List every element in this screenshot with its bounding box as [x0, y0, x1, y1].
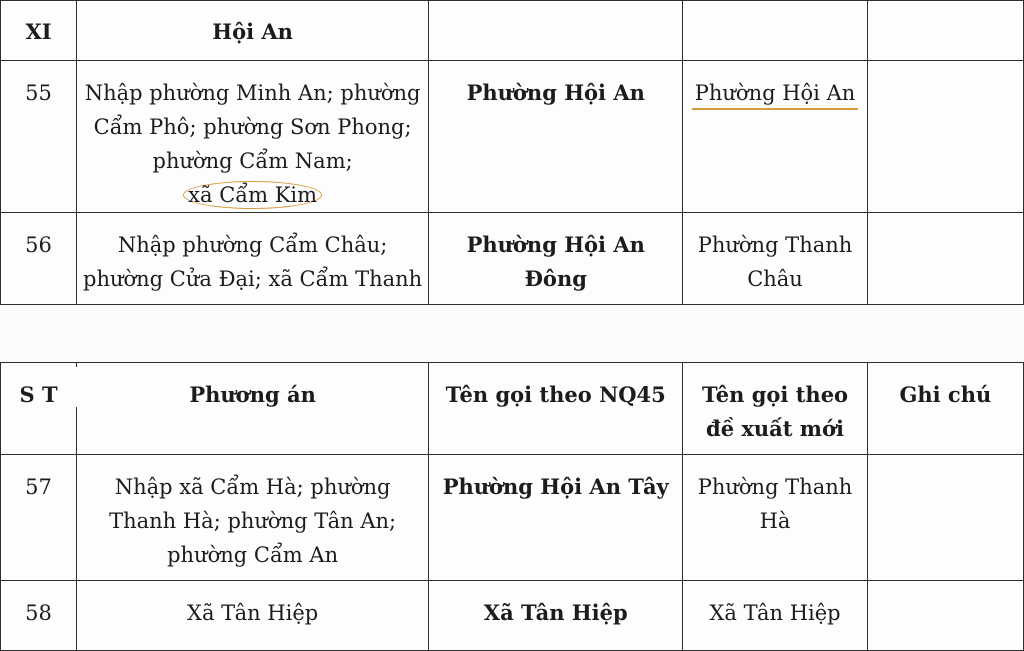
table-row: [1, 61, 1024, 213]
proposed-name: Phường Thanh Châu: [683, 213, 867, 305]
row-number: 56: [1, 213, 77, 305]
proposed-name: Xã Tân Hiệp: [683, 581, 867, 651]
plan-cell: Nhập xã Cẩm Hà; phường Thanh Hà; phường Tân An; phường Cẩm An: [77, 455, 429, 581]
empty-cell: [867, 1, 1023, 61]
header-plan: Phương án: [77, 363, 429, 455]
table-row: [1, 581, 1024, 651]
plan-text: Nhập phường Minh An; phường Cẩm Phô; phường Sơn Phong; phường Cẩm Nam;: [84, 81, 421, 173]
header-nq45: Tên gọi theo NQ45: [429, 363, 683, 455]
empty-cell: [683, 1, 867, 61]
note-cell: [867, 213, 1023, 305]
empty-cell: [429, 1, 683, 61]
header-row: [1, 363, 1024, 455]
table-row: [1, 455, 1024, 581]
section-name: Hội An: [77, 1, 429, 61]
note-cell: [867, 455, 1023, 581]
plan-cell: [77, 61, 429, 213]
row-number: 58: [1, 581, 77, 651]
header-proposed: Tên gọi theo đề xuất mới: [683, 363, 867, 455]
merger-table-top: [0, 0, 1024, 305]
proposed-name-cell: [683, 61, 867, 213]
underlined-proposed-name: Phường Hội An: [692, 78, 859, 110]
merger-table-bottom: [0, 362, 1024, 651]
section-row: [1, 1, 1024, 61]
nq45-name: Phường Hội An: [429, 61, 683, 213]
nq45-name: Phường Hội An Đông: [429, 213, 683, 305]
plan-cell: Nhập phường Cẩm Châu; phường Cửa Đại; xã Cẩm Thanh: [77, 213, 429, 305]
note-cell: [867, 61, 1023, 213]
nq45-name: Xã Tân Hiệp: [429, 581, 683, 651]
nq45-name: Phường Hội An Tây: [429, 455, 683, 581]
header-note: Ghi chú: [867, 363, 1023, 455]
proposed-name: Phường Thanh Hà: [683, 455, 867, 581]
row-number: 57: [1, 455, 77, 581]
note-cell: [867, 581, 1023, 651]
circled-annotation: xã Cẩm Kim: [183, 181, 322, 209]
header-stt: S T: [1, 363, 77, 455]
redaction-patch: [70, 367, 84, 407]
table-row: [1, 213, 1024, 305]
row-number: 55: [1, 61, 77, 213]
plan-cell: Xã Tân Hiệp: [77, 581, 429, 651]
section-number: XI: [1, 1, 77, 61]
